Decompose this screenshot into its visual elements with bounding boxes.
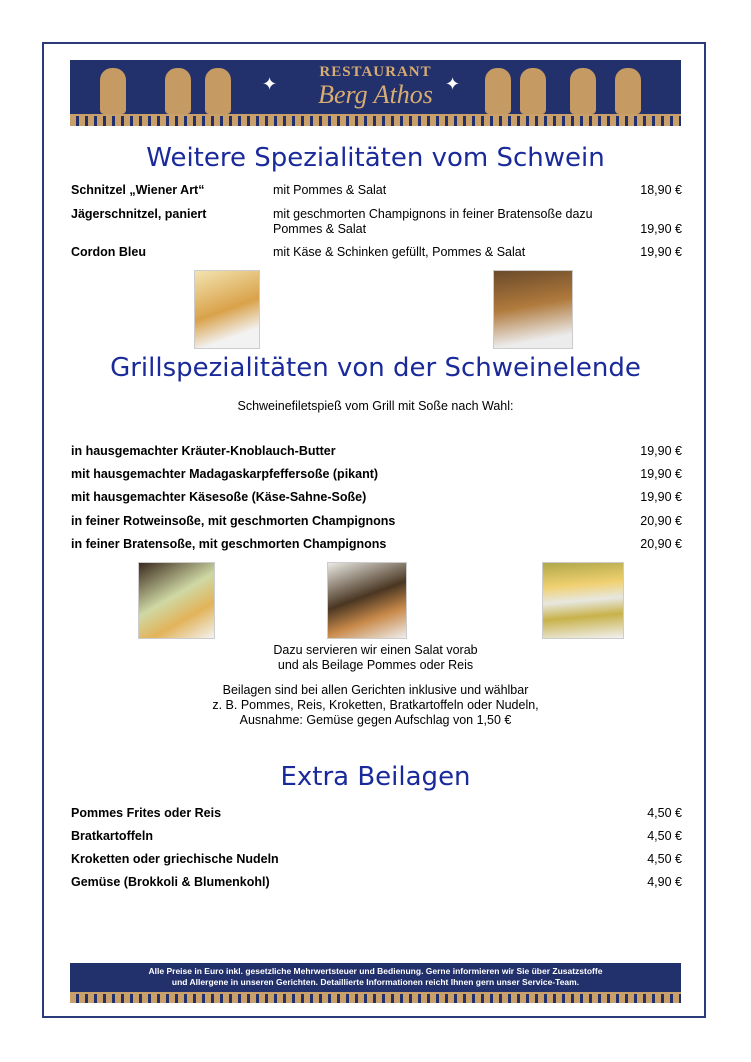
restaurant-banner (70, 60, 681, 126)
footer-text (70, 966, 681, 988)
jaegerschnitzel-photo (493, 270, 573, 349)
section-title-schwein: Weitere Spezialitäten vom Schwein (146, 143, 605, 173)
greek-figure-icon (615, 68, 641, 114)
note-line: Dazu servieren wir einen Salat vorab (273, 643, 478, 657)
item-price: 4,90 € (647, 875, 682, 889)
item-price: 19,90 € (640, 245, 682, 259)
item-name: Schnitzel „Wiener Art“ (71, 183, 205, 197)
greek-figure-icon (485, 68, 511, 114)
item-name: Cordon Bleu (71, 245, 146, 259)
item-desc: mit Pommes & Salat (273, 183, 387, 197)
item-name: Kroketten oder griechische Nudeln (71, 852, 279, 866)
footer-line: und Allergene in unseren Gerichten. Detaillierte Informationen reicht Ihnen gern unser Service-Team. (171, 977, 580, 987)
note-line: z. B. Pommes, Reis, Kroketten, Bratkartoffeln oder Nudeln, (212, 698, 539, 712)
schnitzel-photo (194, 270, 260, 349)
item-desc: mit geschmorten Champignons in feiner Bratensoße dazu Pommes & Salat (273, 207, 593, 236)
item-price: 20,90 € (640, 537, 682, 551)
meander-border (70, 992, 681, 1003)
greek-figure-icon (520, 68, 546, 114)
item-desc: mit Käse & Schinken gefüllt, Pommes & Salat (273, 245, 526, 259)
banner-line1: RESTAURANT (319, 64, 432, 80)
item-name: in feiner Bratensoße, mit geschmorten Champignons (71, 537, 387, 551)
item-name: Pommes Frites oder Reis (71, 806, 222, 820)
note-line: und als Beilage Pommes oder Reis (277, 658, 474, 672)
item-price: 4,50 € (647, 829, 682, 843)
star-icon: ✦ (262, 74, 278, 94)
banner-line2: Berg Athos (318, 80, 433, 109)
item-price: 4,50 € (647, 806, 682, 820)
item-price: 4,50 € (647, 852, 682, 866)
section-title-grill: Grillspezialitäten von der Schweinelende (110, 353, 641, 383)
item-price: 19,90 € (640, 222, 682, 236)
greek-figure-icon (570, 68, 596, 114)
item-price: 19,90 € (640, 490, 682, 504)
footer-line: Alle Preise in Euro inkl. gesetzliche Mehrwertsteuer und Bedienung. Gerne informieren wir Sie über Zusatzstoffe (148, 966, 603, 976)
item-name: Bratkartoffeln (71, 829, 153, 843)
item-price: 19,90 € (640, 467, 682, 481)
footer-banner (70, 963, 681, 1003)
item-name: in feiner Rotweinsoße, mit geschmorten Champignons (71, 514, 396, 528)
item-name: in hausgemachter Kräuter-Knoblauch-Butter (71, 444, 336, 458)
meander-border (70, 114, 681, 126)
star-icon: ✦ (445, 74, 461, 94)
item-name: mit hausgemachter Madagaskarpfeffersoße (pikant) (71, 467, 379, 481)
item-price: 20,90 € (640, 514, 682, 528)
item-name: mit hausgemachter Käsesoße (Käse-Sahne-Soße) (71, 490, 367, 504)
grill-photo (327, 562, 407, 639)
grill-photo (138, 562, 215, 639)
grill-photo (542, 562, 624, 639)
note-line: Beilagen sind bei allen Gerichten inklusive und wählbar (222, 683, 529, 697)
section-title-beilagen: Extra Beilagen (280, 762, 471, 792)
item-price: 18,90 € (640, 183, 682, 197)
item-name: Gemüse (Brokkoli & Blumenkohl) (71, 875, 270, 889)
grill-subtitle: Schweinefiletspieß vom Grill mit Soße nach Wahl: (237, 399, 514, 413)
note-line: Ausnahme: Gemüse gegen Aufschlag von 1,50 € (239, 713, 512, 727)
item-price: 19,90 € (640, 444, 682, 458)
item-name: Jägerschnitzel, paniert (71, 207, 207, 221)
